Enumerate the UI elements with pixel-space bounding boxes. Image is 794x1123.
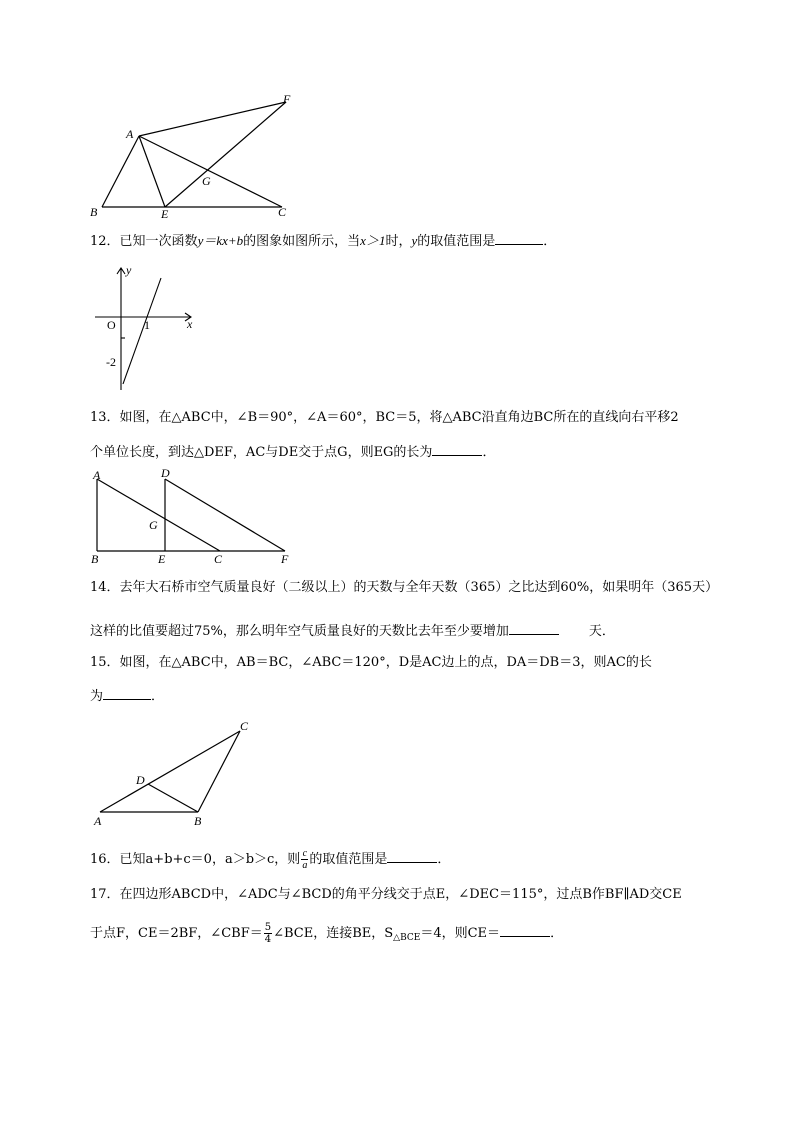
question-12: 12．已知一次函数y＝kx+b的图象如图所示，当x＞1时，y的取值范围是 ． bbox=[90, 230, 556, 252]
question-number: 17． bbox=[90, 887, 120, 902]
question-15-line-2: 为 ． bbox=[90, 685, 164, 707]
question-14-line-2: 这样的比值要超过75%，那么明年空气质量良好的天数比去年至少要增加 天． bbox=[90, 620, 615, 642]
answer-blank[interactable] bbox=[103, 685, 151, 700]
graph-label-y: y bbox=[126, 263, 132, 277]
question-number: 14． bbox=[90, 580, 120, 595]
label-C: C bbox=[278, 205, 287, 219]
label-G: G bbox=[149, 518, 158, 532]
label-A: A bbox=[126, 127, 134, 141]
graph-label-origin: O bbox=[107, 318, 116, 332]
label-C: C bbox=[214, 552, 223, 566]
label-C: C bbox=[240, 719, 249, 733]
question-14-line-1: 14．去年大石桥市空气质量良好（二级以上）的天数与全年天数（365）之比达到60%，如果明年（365天） bbox=[90, 580, 719, 595]
graph-label-one: 1 bbox=[144, 318, 150, 332]
label-A: A bbox=[94, 814, 102, 828]
answer-blank[interactable] bbox=[500, 922, 550, 937]
label-B: B bbox=[194, 814, 202, 828]
answer-blank[interactable] bbox=[432, 441, 482, 456]
question-17-line-2: 于点F，CE＝2BF，∠CBF＝ $\frac{5}{4}$ ∠BCE，连接BE，$S_{\triangle BCE}=4$，则CE＝ ． bbox=[90, 922, 564, 945]
label-F: F bbox=[281, 552, 289, 566]
answer-blank[interactable] bbox=[509, 620, 559, 635]
label-B: B bbox=[90, 205, 98, 219]
graph-label-x: x bbox=[187, 317, 193, 331]
question-13-line-1: 13．如图，在△ABC中，∠B＝90°，∠A＝60°，BC＝5，将△ABC沿直角边BC所在的直线向右平移2 bbox=[90, 410, 679, 425]
figure-q11 bbox=[80, 90, 310, 225]
label-F: F bbox=[283, 92, 291, 106]
label-G: G bbox=[202, 174, 211, 188]
label-A: A bbox=[93, 468, 101, 482]
label-B: B bbox=[91, 552, 99, 566]
label-D: D bbox=[136, 773, 145, 787]
label-D: D bbox=[161, 466, 170, 480]
figure-q13 bbox=[85, 465, 300, 570]
figure-q15 bbox=[85, 715, 265, 830]
question-number: 16． bbox=[90, 852, 120, 867]
answer-blank[interactable] bbox=[387, 848, 437, 863]
question-16: 16．已知a+b+c＝0，a＞b＞c，则 $\frac{c}{a}$ 的取值范围是 ． bbox=[90, 848, 451, 871]
graph-label-minus-two: -2 bbox=[106, 355, 116, 369]
label-E: E bbox=[161, 207, 169, 221]
graph-q12 bbox=[95, 258, 205, 393]
fraction-c-over-a: $\frac{c}{a}$ bbox=[302, 848, 308, 871]
function-formula: y＝kx+b bbox=[197, 233, 244, 248]
question-number: 13． bbox=[90, 410, 120, 425]
question-number: 15． bbox=[90, 655, 120, 670]
question-13-line-2: 个单位长度，到达△DEF，AC与DE交于点G，则EG的长为 ． bbox=[90, 441, 495, 463]
question-number: 12． bbox=[90, 234, 120, 249]
label-E: E bbox=[158, 552, 166, 566]
fraction-five-fourths: $\frac{5}{4}$ bbox=[264, 922, 272, 945]
answer-blank[interactable] bbox=[495, 230, 543, 245]
question-17-line-1: 17．在四边形ABCD中，∠ADC与∠BCD的角平分线交于点E，∠DEC＝115°，过点B作BF∥AD交CE bbox=[90, 887, 682, 902]
question-15-line-1: 15．如图，在△ABC中，AB＝BC，∠ABC＝120°，D是AC边上的点，DA＝DB＝3，则AC的长 bbox=[90, 655, 652, 670]
